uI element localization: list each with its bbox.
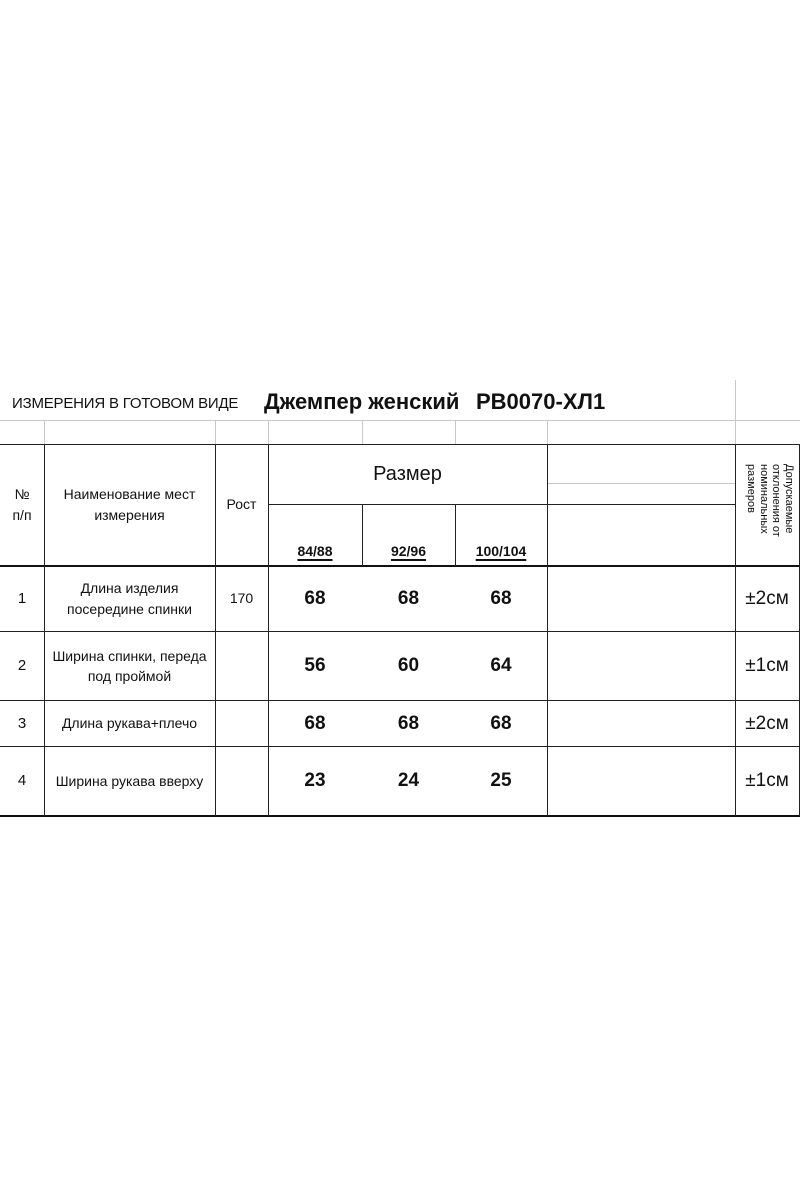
grid-line xyxy=(735,380,736,444)
row-2-num: 2 xyxy=(17,657,27,675)
row-2-size-2: 60 xyxy=(397,655,420,677)
row-3-size-1: 68 xyxy=(304,712,326,734)
row-3-size-2: 68 xyxy=(397,712,420,734)
grid-line xyxy=(455,420,456,444)
header-tolerance xyxy=(735,444,799,565)
row-2-name-line1: Ширина спинки, переда xyxy=(52,647,207,664)
grid-line xyxy=(0,420,800,421)
row-2-name xyxy=(44,632,215,700)
header-tolerance-text xyxy=(739,464,795,565)
measurement-sheet xyxy=(0,380,800,820)
row-2-size-3: 64 xyxy=(490,655,512,677)
row-1-size-2: 68 xyxy=(397,587,420,609)
row-4-size-1: 23 xyxy=(304,770,326,792)
tolerance-line3: номинальных xyxy=(757,464,770,534)
header-size-3: 100/104 xyxy=(475,542,527,559)
header-num-line2: п/п xyxy=(12,506,32,523)
row-3-size-3: 68 xyxy=(490,712,512,734)
tolerance-line2: отклонения от xyxy=(770,464,783,537)
header-name xyxy=(44,444,215,565)
grid-line xyxy=(362,420,363,444)
grid-line xyxy=(547,420,548,444)
row-3-num: 3 xyxy=(17,714,27,732)
header-size-group: Размер xyxy=(373,462,442,485)
row-4-size-2: 24 xyxy=(397,770,420,792)
section-label: ИЗМЕРЕНИЯ В ГОТОВОМ ВИДЕ xyxy=(12,395,239,413)
grid-line xyxy=(215,420,216,444)
grid-line xyxy=(44,420,45,444)
row-3-name: Длина рукава+плечо xyxy=(61,715,198,732)
row-2-height xyxy=(215,632,268,700)
header-name-line2: измерения xyxy=(94,506,165,523)
header-size-2: 92/96 xyxy=(390,542,427,559)
row-1-size-1: 68 xyxy=(304,587,326,609)
row-2-tolerance: ±1см xyxy=(745,655,789,677)
row-3-height xyxy=(215,701,268,746)
row-4-size-3: 25 xyxy=(490,770,512,792)
row-1-height: 170 xyxy=(229,590,254,607)
row-4-name: Ширина рукава вверху xyxy=(55,772,204,789)
row-2-name-line2: под проймой xyxy=(87,668,172,684)
row-4-tolerance: ±1см xyxy=(745,770,789,792)
header-size-1: 84/88 xyxy=(297,542,333,559)
header-height: Рост xyxy=(226,496,257,513)
row-1-name xyxy=(44,566,215,631)
row-3-tolerance: ±2см xyxy=(745,712,789,734)
row-1-tolerance: ±2см xyxy=(745,587,789,609)
row-1-name-line1: Длина изделия xyxy=(80,580,179,597)
row-1-num: 1 xyxy=(17,589,27,607)
header-num-line1: № xyxy=(14,486,30,503)
row-4-num: 4 xyxy=(17,772,27,790)
tolerance-line1: Допускаемые xyxy=(783,464,795,534)
table-bottom-border xyxy=(0,815,800,817)
header-name-line1: Наименование мест xyxy=(63,486,196,503)
header-num xyxy=(0,444,44,565)
col-border xyxy=(547,444,548,816)
grid-line xyxy=(268,420,269,444)
row-1-size-3: 68 xyxy=(490,587,512,609)
product-title: Джемпер женский xyxy=(264,389,460,415)
article-number: РВ0070-ХЛ1 xyxy=(476,389,606,415)
row-2-size-1: 56 xyxy=(304,655,326,677)
row-1-name-line2: посередине спинки xyxy=(67,600,192,617)
row-4-height xyxy=(215,747,268,815)
grid-line xyxy=(547,483,735,484)
tolerance-line4: размеров xyxy=(745,464,758,513)
